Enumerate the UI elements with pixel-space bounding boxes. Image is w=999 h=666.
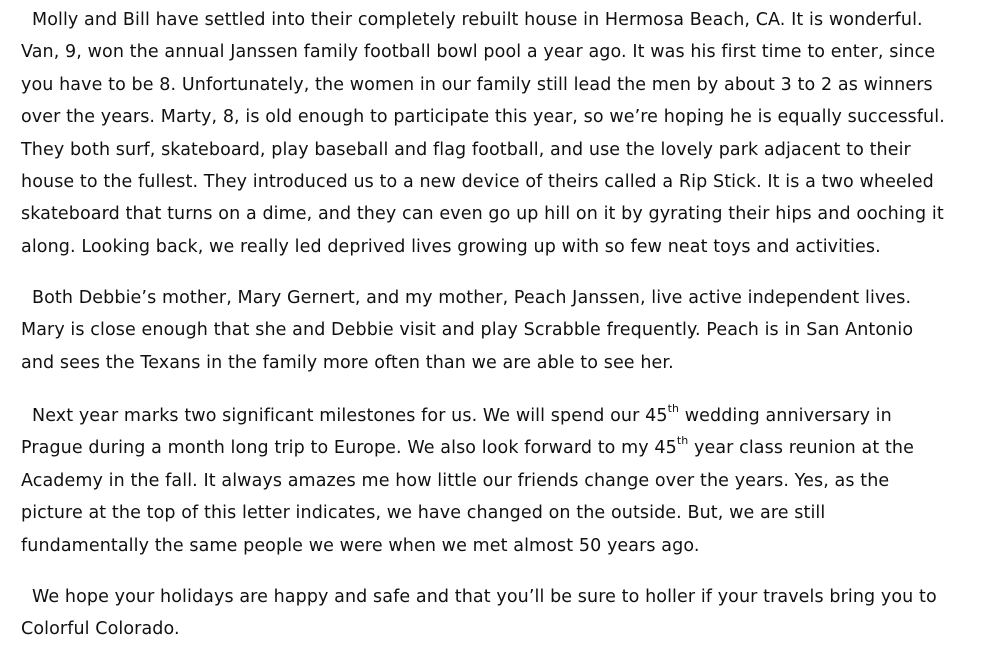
- text-line: and sees the Texans in the family more often than we are able to see her.: [21, 352, 674, 373]
- text-line: Mary is close enough that she and Debbie visit and play Scrabble frequently. Peach is in San Antonio: [21, 320, 914, 341]
- text-line: you have to be 8. Unfortunately, the women in our family still lead the men by about 3 to 2 as winners: [21, 74, 933, 95]
- line-segment: Next year marks two significant milestones for us. We will spend our 45: [32, 406, 668, 426]
- paragraph-milestones: [21, 400, 989, 562]
- line-segment: wedding anniversary in: [679, 406, 892, 426]
- text-line: [21, 400, 989, 432]
- ordinal-suffix: th: [667, 402, 680, 415]
- paragraph-mothers: [21, 282, 989, 379]
- text-line: Colorful Colorado.: [21, 619, 180, 640]
- line-segment: year class reunion at the: [688, 438, 914, 459]
- text-line: We hope your holidays are happy and safe and that you’ll be sure to holler if your travels bring you to: [32, 587, 937, 607]
- text-line: house to the fullest. They introduced us to a new device of theirs called a Rip Stick. It is a two wheeled: [21, 171, 934, 192]
- text-line: [21, 432, 989, 464]
- text-line: skateboard that turns on a dime, and they can even go up hill on it by gyrating their hips and ooching it: [21, 204, 944, 225]
- text-line: along. Looking back, we really led deprived lives growing up with so few neat toys and activities.: [21, 236, 881, 257]
- text-line: picture at the top of this letter indicates, we have changed on the outside. But, we are still: [21, 503, 826, 524]
- text-line: fundamentally the same people we were when we met almost 50 years ago.: [21, 535, 700, 556]
- paragraph-grandchildren: [21, 4, 989, 263]
- text-line: Academy in the fall. It always amazes me how little our friends change over the years. Yes, as the: [21, 470, 890, 491]
- line-segment: Prague during a month long trip to Europe. We also look forward to my 45: [21, 438, 677, 459]
- text-line: Van, 9, won the annual Janssen family football bowl pool a year ago. It was his first time to enter, since: [21, 42, 936, 63]
- paragraph-holidays: [21, 581, 989, 646]
- text-line: over the years. Marty, 8, is old enough to participate this year, so we’re hoping he is equally successful.: [21, 107, 945, 128]
- text-line: Both Debbie’s mother, Mary Gernert, and my mother, Peach Janssen, live active independent lives.: [32, 288, 912, 308]
- ordinal-suffix: th: [676, 434, 689, 448]
- text-line: They both surf, skateboard, play baseball and flag football, and use the lovely park adjacent to their: [21, 139, 911, 160]
- text-line: Molly and Bill have settled into their completely rebuilt house in Hermosa Beach, CA. It is wonderful.: [32, 10, 923, 30]
